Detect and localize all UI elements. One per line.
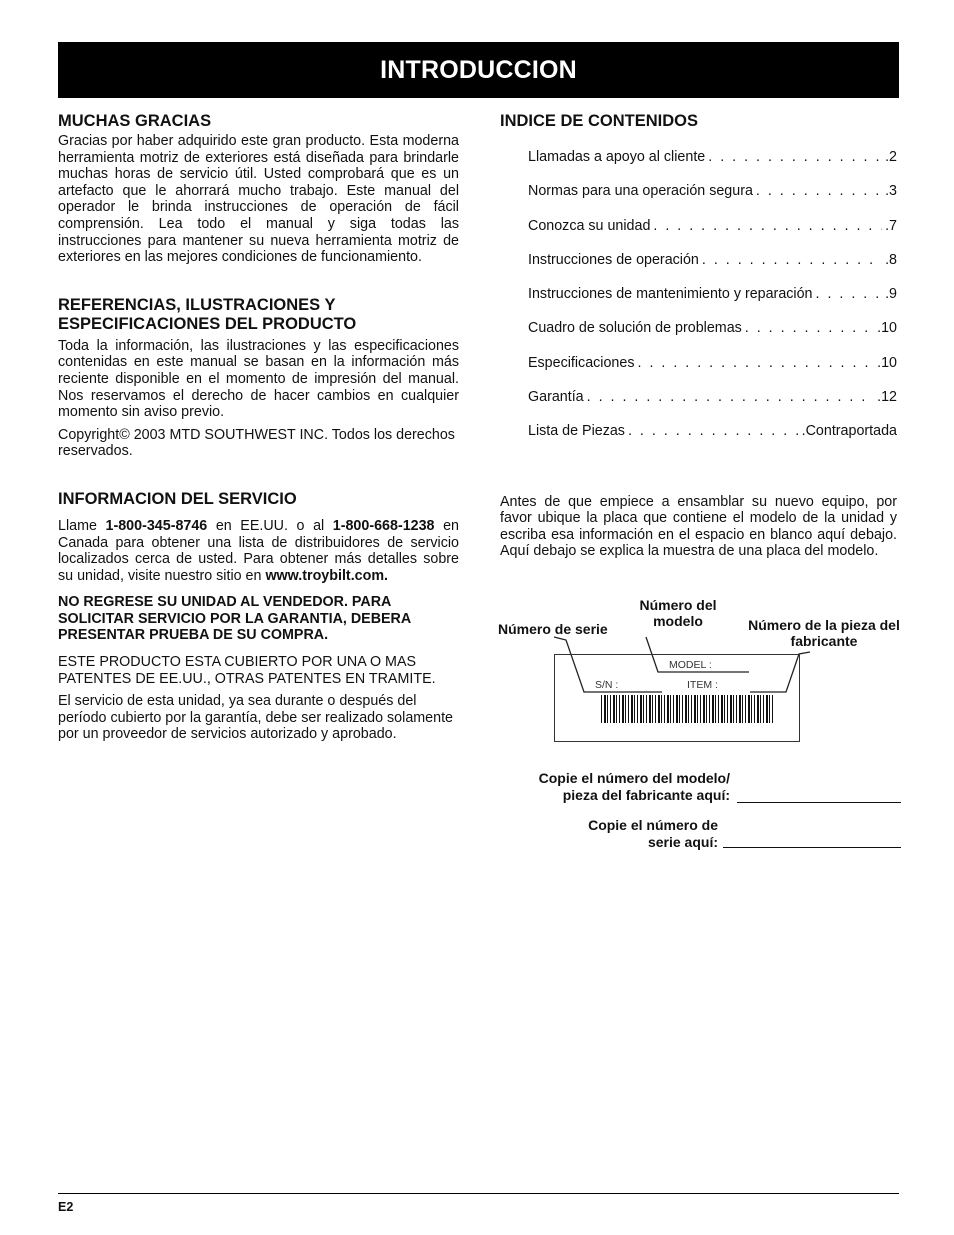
website-link[interactable]: www.troybilt.com.: [265, 567, 389, 584]
toc-item[interactable]: Llamadas a apoyo al cliente . . . .2: [528, 149, 897, 183]
service-notice: El servicio de esta unidad, ya sea durante o después del período cubierto por la garantía, debe ser realizado solamente por un proveedor de servicios autorizado y aprobado.: [58, 693, 454, 743]
section-heading: INFORMACION DEL SERVICIO: [58, 489, 297, 508]
toc-heading: INDICE DE CONTENIDOS: [500, 112, 699, 130]
serial-number-label: Número de serie: [498, 621, 608, 637]
copy-model-label: Copie el número del modelo/ pieza del fabricante aquí:: [538, 770, 730, 803]
toc-item[interactable]: Normas para una operación segura . . . .3: [528, 183, 897, 217]
section-thanks: [58, 112, 459, 266]
section-body: Gracias por haber adquirido este gran producto. Esta moderna herramienta motriz de exteriores está diseñada para brindarle muchas horas de servicio útil. Usted comprobará que es un artefacto que le ahorrará mucho trabajo. Este manual del operador le brinda instrucciones de operación de fácil comprensión. Lea todo el manual y siga todas las instrucciones para mantener su nueva herramienta motriz de exteriores en las mejores condiciones de funcionamiento.: [58, 133, 459, 266]
return-warning: NO REGRESE SU UNIDAD AL VENDEDOR. PARA SOLICITAR SERVICIO POR LA GARANTIA, DEBERA PRESENTAR PRUEBA DE SU COMPRA.: [58, 594, 411, 644]
call-text: Llame: [58, 517, 106, 534]
footer-divider: [58, 1193, 899, 1194]
section-service-info: [58, 490, 459, 743]
call-text: en EE.UU. o al: [207, 517, 333, 534]
serial-write-line[interactable]: [723, 847, 901, 848]
page-title: INTRODUCCION: [380, 55, 577, 84]
toc-item[interactable]: Especificaciones . . . .10: [528, 355, 897, 389]
left-column: [58, 112, 459, 743]
plate-model-text: MODEL :: [669, 659, 712, 671]
plate-item-text: ITEM :: [687, 679, 718, 691]
patent-notice: ESTE PRODUCTO ESTA CUBIERTO POR UNA O MAS PATENTES DE EE.UU., OTRAS PATENTES EN TRAMITE.: [58, 654, 436, 687]
page-number: E2: [58, 1200, 74, 1214]
model-write-line[interactable]: [737, 802, 901, 803]
phone-usa: 1-800-345-8746: [105, 517, 208, 534]
toc-item[interactable]: Instrucciones de operación . . . .8: [528, 252, 897, 286]
plate-serial-text: S/N :: [595, 679, 619, 691]
service-call-text: [58, 518, 459, 584]
toc-item[interactable]: Instrucciones de mantenimiento y reparación . . . .9: [528, 286, 897, 320]
toc-item[interactable]: Lista de Piezas . . . .Contraportada: [528, 423, 897, 457]
part-number-label: Número de la pieza del fabricante: [748, 617, 900, 649]
section-body: Toda la información, las ilustraciones y las especificaciones contenidas en este manual se basan en la información más reciente disponible en el momento de impresión del manual. Nos reservamos el derecho de hacer cambios en cualquier momento sin aviso previo.: [58, 337, 459, 421]
phone-canada: 1-800-668-1238: [332, 517, 435, 534]
toc-item[interactable]: Conozca su unidad . . . .7: [528, 218, 897, 252]
model-plate: [554, 654, 800, 742]
model-plate-diagram: [494, 592, 904, 752]
section-heading: MUCHAS GRACIAS: [58, 112, 212, 130]
call-text: en Canada para obtener una lista de distribuidores de servicio localizados cerca de usted. Para obtener más detalles sobre su unidad, visite nuestro sitio en: [58, 517, 459, 584]
section-heading: REFERENCIAS, ILUSTRACIONES Y ESPECIFICACIONES DEL PRODUCTO: [58, 295, 357, 333]
copy-serial-label: Copie el número de serie aquí:: [588, 817, 718, 850]
right-column: [500, 112, 897, 560]
copyright-text: Copyright© 2003 MTD SOUTHWEST INC. Todos los derechos reservados.: [58, 426, 455, 460]
section-references: [58, 296, 459, 460]
barcode: [601, 695, 775, 723]
title-banner: [58, 42, 899, 98]
model-number-label: Número del modelo: [639, 597, 717, 629]
toc-item[interactable]: Garantía . . . .12: [528, 389, 897, 423]
model-plate-intro: Antes de que empiece a ensamblar su nuevo equipo, por favor ubique la placa que contiene el modelo de la unidad y escriba esa información en el espacio en blanco aquí debajo. Aquí debajo se explica la muestra de una placa del modelo.: [500, 493, 897, 560]
table-of-contents: [528, 149, 897, 458]
toc-item[interactable]: Cuadro de solución de problemas . . . .10: [528, 320, 897, 354]
